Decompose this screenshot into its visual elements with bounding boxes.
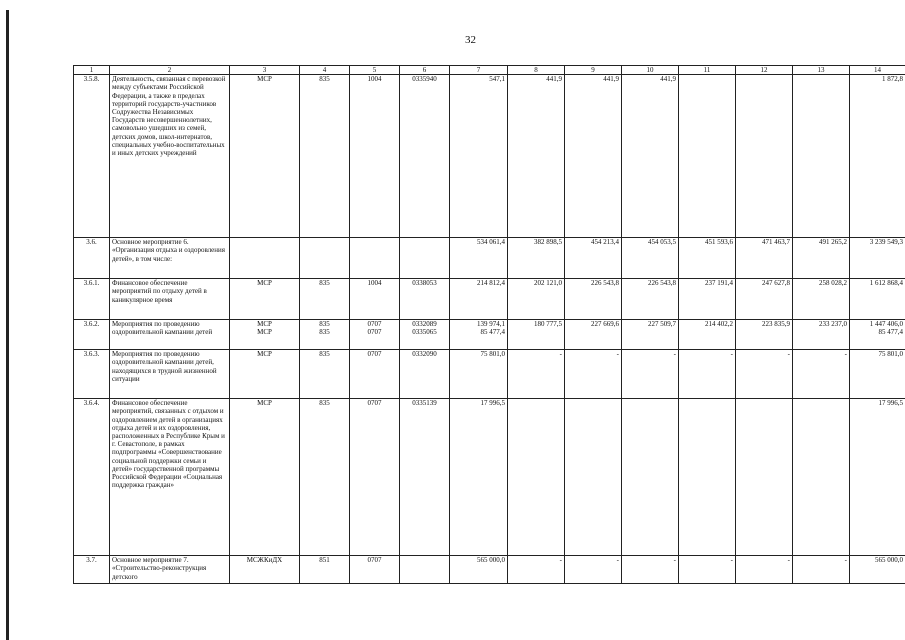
cell-value: - bbox=[793, 556, 850, 584]
cell-value: 17 996,5 bbox=[450, 399, 508, 556]
cell-value bbox=[736, 75, 793, 238]
table-row bbox=[74, 75, 905, 238]
cell-value-line: 233 237,0 bbox=[819, 320, 847, 329]
cell-value bbox=[508, 399, 565, 556]
cell-section: 1004 bbox=[350, 75, 400, 238]
header-cell: 6 bbox=[400, 66, 450, 75]
table-row bbox=[74, 320, 905, 350]
cell-code: 835 bbox=[300, 350, 350, 399]
table-row bbox=[74, 399, 905, 556]
header-cell: 13 bbox=[793, 66, 850, 75]
header-cell: 14 bbox=[850, 66, 905, 75]
cell-code: 851 bbox=[300, 556, 350, 584]
cell-value: 491 265,2 bbox=[793, 238, 850, 279]
cell-section-line: 0707 bbox=[367, 320, 382, 329]
cell-value bbox=[622, 399, 679, 556]
cell-value: 247 627,8 bbox=[736, 279, 793, 320]
cell-value: - bbox=[679, 556, 736, 584]
row-description: Мероприятия по проведению оздоровительной кампании детей bbox=[110, 320, 230, 350]
cell-value: 214 812,4 bbox=[450, 279, 508, 320]
cell-target bbox=[400, 556, 450, 584]
header-cell: 1 bbox=[74, 66, 110, 75]
cell-value: 534 061,4 bbox=[450, 238, 508, 279]
cell-value: - bbox=[565, 556, 622, 584]
page-number: 32 bbox=[465, 34, 476, 46]
cell-total: 75 801,0 bbox=[850, 350, 905, 399]
header-cell: 4 bbox=[300, 66, 350, 75]
cell-value: 565 000,0 bbox=[450, 556, 508, 584]
page-edge bbox=[6, 10, 9, 640]
cell-value: - bbox=[622, 350, 679, 399]
cell-value bbox=[793, 75, 850, 238]
cell-code: 835 bbox=[300, 279, 350, 320]
table-row bbox=[74, 350, 905, 399]
cell-value-line: 139 974,1 bbox=[477, 320, 505, 329]
table-row bbox=[74, 279, 905, 320]
cell-value bbox=[679, 399, 736, 556]
table-row bbox=[74, 238, 905, 279]
cell-value: - bbox=[508, 556, 565, 584]
cell-value: - bbox=[565, 350, 622, 399]
row-number: 3.7. bbox=[74, 556, 110, 584]
cell-section: 1004 bbox=[350, 279, 400, 320]
cell-value: - bbox=[736, 350, 793, 399]
cell-target: 0332090 bbox=[400, 350, 450, 399]
cell-value bbox=[793, 399, 850, 556]
cell-value: 451 593,6 bbox=[679, 238, 736, 279]
cell-value: - bbox=[793, 350, 850, 399]
cell-code-line: 835 bbox=[319, 328, 330, 337]
row-number: 3.6.4. bbox=[74, 399, 110, 556]
cell-total-line: 1 447 406,0 bbox=[869, 320, 903, 329]
cell-executor-line: МСР bbox=[257, 320, 272, 329]
cell-executor: МСР bbox=[230, 75, 300, 238]
cell-value bbox=[736, 399, 793, 556]
header-cell: 8 bbox=[508, 66, 565, 75]
cell-total bbox=[850, 320, 905, 350]
cell-value bbox=[679, 320, 736, 350]
cell-value bbox=[450, 320, 508, 350]
cell-total: 3 239 549,3 bbox=[850, 238, 905, 279]
cell-target-line: 0335065 bbox=[412, 328, 437, 337]
cell-section-line: 0707 bbox=[367, 328, 382, 337]
row-description: Деятельность, связанная с перевозкой между субъектами Российской Федерации, а также в пределах территорий государств-участников Содружества Независимых Государств несовершеннолетних, самовольно ушедших из семей, детских домов, школ-интернатов, специальных учебно-воспитательных и иных детских учреждений bbox=[110, 75, 230, 238]
cell-code: 835 bbox=[300, 399, 350, 556]
cell-value-line: 180 777,5 bbox=[534, 320, 562, 329]
cell-value: 226 543,8 bbox=[622, 279, 679, 320]
cell-executor: МСР bbox=[230, 279, 300, 320]
cell-section bbox=[350, 238, 400, 279]
cell-value bbox=[565, 399, 622, 556]
cell-value-line: 214 402,2 bbox=[705, 320, 733, 329]
header-row bbox=[74, 66, 905, 75]
cell-total-line: 85 477,4 bbox=[878, 328, 903, 337]
cell-value bbox=[565, 320, 622, 350]
cell-value: - bbox=[736, 556, 793, 584]
cell-section: 0707 bbox=[350, 556, 400, 584]
cell-value: - bbox=[622, 556, 679, 584]
cell-value bbox=[736, 320, 793, 350]
cell-value-line: 85 477,4 bbox=[480, 328, 505, 337]
row-number: 3.6.2. bbox=[74, 320, 110, 350]
cell-section: 0707 bbox=[350, 350, 400, 399]
row-description: Мероприятия по проведению оздоровительной кампании детей, находящихся в трудной жизненной ситуации bbox=[110, 350, 230, 399]
cell-target bbox=[400, 320, 450, 350]
cell-code bbox=[300, 238, 350, 279]
cell-value: 471 463,7 bbox=[736, 238, 793, 279]
cell-target: 0335139 bbox=[400, 399, 450, 556]
budget-table bbox=[73, 65, 905, 584]
cell-value: - bbox=[508, 350, 565, 399]
header-cell: 5 bbox=[350, 66, 400, 75]
cell-executor: МСЖКиДХ bbox=[230, 556, 300, 584]
header-cell: 10 bbox=[622, 66, 679, 75]
header-cell: 2 bbox=[110, 66, 230, 75]
table-row bbox=[74, 556, 905, 584]
cell-value: 226 543,8 bbox=[565, 279, 622, 320]
cell-executor bbox=[230, 320, 300, 350]
row-description: Основное мероприятие 7. «Строительство-реконструкция детского bbox=[110, 556, 230, 584]
cell-total: 565 000,0 bbox=[850, 556, 905, 584]
cell-section: 0707 bbox=[350, 399, 400, 556]
cell-target: 0335940 bbox=[400, 75, 450, 238]
cell-value: 237 191,4 bbox=[679, 279, 736, 320]
cell-total: 1 612 868,4 bbox=[850, 279, 905, 320]
row-description: Финансовое обеспечение мероприятий, связанных с отдыхом и оздоровлением детей в организациях отдыха детей и их оздоровления, расположенных в Республике Крым и г. Севастополе, в рамках подпрограммы «Совершенствование социальной поддержки семьи и детей» государственной программы Российской Федерации «Социальная поддержка граждан» bbox=[110, 399, 230, 556]
cell-value: 454 053,5 bbox=[622, 238, 679, 279]
cell-value: 75 801,0 bbox=[450, 350, 508, 399]
cell-value bbox=[508, 320, 565, 350]
cell-value: - bbox=[679, 350, 736, 399]
cell-value: 441,9 bbox=[565, 75, 622, 238]
cell-total: 1 872,8 bbox=[850, 75, 905, 238]
cell-code: 835 bbox=[300, 75, 350, 238]
cell-section bbox=[350, 320, 400, 350]
cell-value: 202 121,0 bbox=[508, 279, 565, 320]
cell-value: 441,9 bbox=[622, 75, 679, 238]
cell-value bbox=[622, 320, 679, 350]
header-cell: 7 bbox=[450, 66, 508, 75]
cell-value-line: 227 669,6 bbox=[591, 320, 619, 329]
cell-target: 0338053 bbox=[400, 279, 450, 320]
row-number: 3.5.8. bbox=[74, 75, 110, 238]
cell-value: 382 898,5 bbox=[508, 238, 565, 279]
cell-executor-line: МСР bbox=[257, 328, 272, 337]
header-cell: 11 bbox=[679, 66, 736, 75]
cell-value bbox=[679, 75, 736, 238]
cell-value-line: 227 509,7 bbox=[648, 320, 676, 329]
header-cell: 3 bbox=[230, 66, 300, 75]
header-cell: 12 bbox=[736, 66, 793, 75]
row-number: 3.6.3. bbox=[74, 350, 110, 399]
cell-code-line: 835 bbox=[319, 320, 330, 329]
cell-value: 441,9 bbox=[508, 75, 565, 238]
cell-value-line: 223 835,9 bbox=[762, 320, 790, 329]
cell-target bbox=[400, 238, 450, 279]
cell-value bbox=[793, 320, 850, 350]
cell-target-line: 0332089 bbox=[412, 320, 437, 329]
cell-executor: МСР bbox=[230, 350, 300, 399]
cell-value: 258 028,2 bbox=[793, 279, 850, 320]
header-cell: 9 bbox=[565, 66, 622, 75]
cell-executor bbox=[230, 238, 300, 279]
row-number: 3.6.1. bbox=[74, 279, 110, 320]
row-description: Финансовое обеспечение мероприятий по отдыху детей в каникулярное время bbox=[110, 279, 230, 320]
cell-code bbox=[300, 320, 350, 350]
row-description: Основное мероприятие 6. «Организация отдыха и оздоровления детей», в том числе: bbox=[110, 238, 230, 279]
cell-value: 454 213,4 bbox=[565, 238, 622, 279]
cell-value: 547,1 bbox=[450, 75, 508, 238]
row-number: 3.6. bbox=[74, 238, 110, 279]
cell-executor: МСР bbox=[230, 399, 300, 556]
cell-total: 17 996,5 bbox=[850, 399, 905, 556]
